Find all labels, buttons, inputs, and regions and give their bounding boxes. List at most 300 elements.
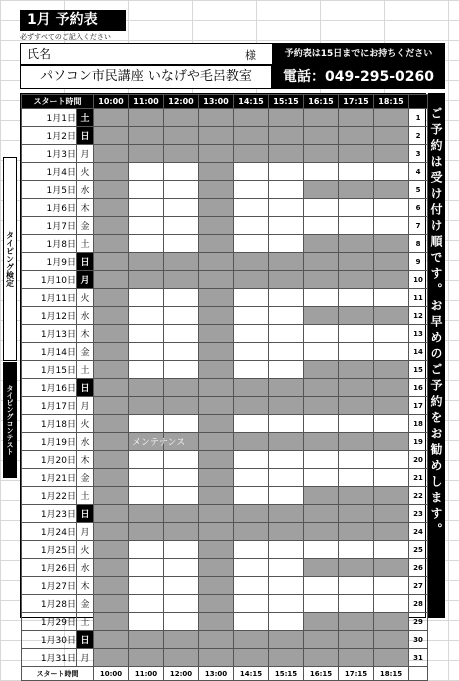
slot-open[interactable] bbox=[129, 469, 164, 487]
maintenance-label: メンテナンス bbox=[132, 438, 186, 448]
date-cell: 1月5日 bbox=[22, 181, 77, 199]
slot-open[interactable] bbox=[129, 199, 164, 217]
slot-closed bbox=[339, 253, 374, 271]
weekday-cell: 月 bbox=[77, 397, 94, 415]
slot-closed bbox=[199, 109, 234, 127]
slot-open[interactable] bbox=[164, 595, 199, 613]
slot-open[interactable] bbox=[234, 199, 269, 217]
slot-open[interactable] bbox=[234, 163, 269, 181]
slot-open[interactable] bbox=[304, 451, 339, 469]
row-number: 25 bbox=[409, 541, 428, 559]
slot-open[interactable] bbox=[164, 343, 199, 361]
date-cell: 1月13日 bbox=[22, 325, 77, 343]
slot-open[interactable] bbox=[374, 325, 409, 343]
instruction-note: 必ずすべてのご記入ください bbox=[20, 33, 111, 41]
table-row bbox=[22, 649, 428, 667]
slot-closed bbox=[339, 271, 374, 289]
table-row bbox=[22, 505, 428, 523]
time-footer: 13:00 bbox=[199, 667, 234, 681]
table-row bbox=[22, 577, 428, 595]
row-number: 26 bbox=[409, 559, 428, 577]
slot-closed bbox=[199, 415, 234, 433]
slot-closed bbox=[339, 505, 374, 523]
row-number: 5 bbox=[409, 181, 428, 199]
slot-closed bbox=[199, 397, 234, 415]
slot-open[interactable] bbox=[339, 325, 374, 343]
slot-closed bbox=[269, 397, 304, 415]
slot-closed bbox=[234, 649, 269, 667]
name-label: 氏名 bbox=[27, 47, 52, 61]
slot-open[interactable] bbox=[374, 343, 409, 361]
slot-open[interactable] bbox=[339, 217, 374, 235]
slot-closed bbox=[164, 523, 199, 541]
slot-closed bbox=[374, 109, 409, 127]
page-title: 1月 予約表 bbox=[20, 10, 126, 31]
slot-open[interactable] bbox=[269, 307, 304, 325]
date-cell: 1月26日 bbox=[22, 559, 77, 577]
slot-open[interactable] bbox=[234, 577, 269, 595]
slot-closed bbox=[199, 163, 234, 181]
slot-closed bbox=[199, 307, 234, 325]
slot-open[interactable] bbox=[234, 307, 269, 325]
weekday-cell: 日 bbox=[77, 253, 94, 271]
schedule-table-wrapper bbox=[20, 93, 426, 678]
slot-open[interactable] bbox=[269, 451, 304, 469]
row-number: 29 bbox=[409, 613, 428, 631]
slot-closed bbox=[94, 613, 129, 631]
slot-closed bbox=[374, 397, 409, 415]
table-row bbox=[22, 487, 428, 505]
table-row bbox=[22, 541, 428, 559]
slot-closed bbox=[94, 541, 129, 559]
slot-closed bbox=[339, 379, 374, 397]
slot-open[interactable] bbox=[234, 451, 269, 469]
weekday-cell: 土 bbox=[77, 613, 94, 631]
slot-open[interactable] bbox=[269, 181, 304, 199]
slot-closed bbox=[304, 109, 339, 127]
slot-closed bbox=[304, 613, 339, 631]
slot-closed bbox=[94, 379, 129, 397]
slot-closed bbox=[199, 127, 234, 145]
row-number: 21 bbox=[409, 469, 428, 487]
slot-closed bbox=[199, 505, 234, 523]
contest-label: タイピングコンテスト bbox=[3, 362, 17, 478]
table-row bbox=[22, 289, 428, 307]
slot-closed bbox=[304, 271, 339, 289]
slot-closed bbox=[269, 145, 304, 163]
weekday-cell: 水 bbox=[77, 433, 94, 451]
slot-open[interactable] bbox=[164, 469, 199, 487]
slot-open[interactable] bbox=[164, 577, 199, 595]
slot-open[interactable] bbox=[164, 289, 199, 307]
slot-open[interactable] bbox=[129, 451, 164, 469]
weekday-cell: 土 bbox=[77, 361, 94, 379]
table-row bbox=[22, 469, 428, 487]
slot-open[interactable] bbox=[374, 415, 409, 433]
row-number: 27 bbox=[409, 577, 428, 595]
slot-closed bbox=[374, 505, 409, 523]
slot-open[interactable] bbox=[234, 613, 269, 631]
slot-closed bbox=[374, 649, 409, 667]
slot-open[interactable] bbox=[339, 541, 374, 559]
slot-closed bbox=[234, 397, 269, 415]
weekday-cell: 月 bbox=[77, 523, 94, 541]
time-footer: 17:15 bbox=[339, 667, 374, 681]
slot-open[interactable] bbox=[164, 613, 199, 631]
slot-open[interactable] bbox=[339, 343, 374, 361]
slot-open[interactable] bbox=[339, 451, 374, 469]
weekday-cell: 金 bbox=[77, 595, 94, 613]
date-cell: 1月28日 bbox=[22, 595, 77, 613]
slot-open[interactable] bbox=[234, 235, 269, 253]
slot-open[interactable] bbox=[269, 415, 304, 433]
table-row bbox=[22, 271, 428, 289]
weekday-cell: 土 bbox=[77, 109, 94, 127]
slot-closed bbox=[94, 289, 129, 307]
slot-open[interactable] bbox=[234, 469, 269, 487]
slot-open[interactable] bbox=[304, 289, 339, 307]
slot-open[interactable] bbox=[129, 559, 164, 577]
slot-closed bbox=[199, 631, 234, 649]
slot-closed bbox=[94, 217, 129, 235]
table-row bbox=[22, 559, 428, 577]
slot-open[interactable] bbox=[269, 541, 304, 559]
table-row bbox=[22, 433, 428, 451]
date-cell: 1月22日 bbox=[22, 487, 77, 505]
row-number: 22 bbox=[409, 487, 428, 505]
slot-open[interactable] bbox=[129, 415, 164, 433]
slot-open[interactable] bbox=[374, 577, 409, 595]
weekday-cell: 火 bbox=[77, 289, 94, 307]
row-number-footer bbox=[409, 667, 428, 681]
promo-banner: ご予約は受け付け順です。お早めのご予約をお勧めします。 bbox=[428, 93, 445, 618]
slot-closed bbox=[164, 253, 199, 271]
time-header: 12:00 bbox=[164, 95, 199, 109]
slot-open[interactable] bbox=[304, 595, 339, 613]
table-row bbox=[22, 145, 428, 163]
slot-open[interactable] bbox=[164, 181, 199, 199]
slot-closed bbox=[304, 253, 339, 271]
slot-open[interactable] bbox=[374, 163, 409, 181]
slot-open[interactable] bbox=[129, 577, 164, 595]
slot-closed bbox=[94, 649, 129, 667]
weekday-cell: 水 bbox=[77, 181, 94, 199]
weekday-cell: 日 bbox=[77, 379, 94, 397]
slot-closed bbox=[199, 343, 234, 361]
slot-closed bbox=[94, 487, 129, 505]
slot-closed bbox=[94, 505, 129, 523]
row-number: 18 bbox=[409, 415, 428, 433]
slot-closed bbox=[269, 109, 304, 127]
date-cell: 1月12日 bbox=[22, 307, 77, 325]
slot-open[interactable] bbox=[164, 487, 199, 505]
slot-closed bbox=[374, 127, 409, 145]
slot-open[interactable] bbox=[129, 613, 164, 631]
slot-open[interactable] bbox=[304, 577, 339, 595]
slot-open[interactable] bbox=[129, 595, 164, 613]
slot-closed bbox=[199, 253, 234, 271]
slot-closed bbox=[374, 145, 409, 163]
date-cell: 1月7日 bbox=[22, 217, 77, 235]
slot-open[interactable] bbox=[339, 595, 374, 613]
slot-open[interactable] bbox=[234, 325, 269, 343]
slot-closed bbox=[94, 469, 129, 487]
time-header: 11:00 bbox=[129, 95, 164, 109]
date-cell: 1月16日 bbox=[22, 379, 77, 397]
slot-open[interactable] bbox=[339, 577, 374, 595]
slot-closed bbox=[339, 631, 374, 649]
slot-open[interactable] bbox=[164, 325, 199, 343]
slot-closed bbox=[374, 379, 409, 397]
slot-open[interactable] bbox=[234, 181, 269, 199]
slot-open[interactable] bbox=[374, 451, 409, 469]
slot-closed bbox=[129, 523, 164, 541]
slot-closed bbox=[129, 127, 164, 145]
slot-closed bbox=[129, 379, 164, 397]
slot-open[interactable] bbox=[269, 163, 304, 181]
row-number: 19 bbox=[409, 433, 428, 451]
slot-closed bbox=[374, 361, 409, 379]
slot-open[interactable] bbox=[129, 541, 164, 559]
slot-closed bbox=[374, 433, 409, 451]
slot-open[interactable] bbox=[129, 235, 164, 253]
slot-open[interactable] bbox=[234, 343, 269, 361]
slot-open[interactable] bbox=[129, 181, 164, 199]
slot-closed bbox=[199, 325, 234, 343]
slot-closed bbox=[199, 523, 234, 541]
slot-open[interactable] bbox=[269, 559, 304, 577]
slot-closed bbox=[129, 145, 164, 163]
weekday-cell: 金 bbox=[77, 217, 94, 235]
slot-open[interactable] bbox=[269, 325, 304, 343]
row-number: 13 bbox=[409, 325, 428, 343]
slot-closed bbox=[199, 487, 234, 505]
slot-open[interactable] bbox=[304, 217, 339, 235]
slot-open[interactable] bbox=[164, 415, 199, 433]
table-row bbox=[22, 415, 428, 433]
slot-closed bbox=[339, 397, 374, 415]
slot-open[interactable] bbox=[129, 289, 164, 307]
weekday-cell: 木 bbox=[77, 451, 94, 469]
slot-open[interactable] bbox=[129, 361, 164, 379]
slot-open[interactable] bbox=[304, 541, 339, 559]
slot-open[interactable] bbox=[129, 307, 164, 325]
slot-open[interactable] bbox=[304, 469, 339, 487]
slot-closed bbox=[234, 505, 269, 523]
slot-open[interactable] bbox=[304, 325, 339, 343]
slot-closed bbox=[339, 613, 374, 631]
slot-open[interactable] bbox=[374, 541, 409, 559]
weekday-cell: 木 bbox=[77, 577, 94, 595]
weekday-cell: 火 bbox=[77, 163, 94, 181]
row-number: 24 bbox=[409, 523, 428, 541]
slot-open[interactable] bbox=[339, 289, 374, 307]
row-number: 8 bbox=[409, 235, 428, 253]
slot-closed bbox=[339, 145, 374, 163]
slot-open[interactable] bbox=[269, 577, 304, 595]
slot-open[interactable] bbox=[269, 361, 304, 379]
date-cell: 1月31日 bbox=[22, 649, 77, 667]
slot-open[interactable] bbox=[234, 559, 269, 577]
course-label: タイピング検定 bbox=[3, 157, 17, 361]
slot-open[interactable] bbox=[164, 235, 199, 253]
slot-closed bbox=[374, 613, 409, 631]
slot-open[interactable] bbox=[164, 199, 199, 217]
slot-open[interactable] bbox=[339, 163, 374, 181]
row-number: 16 bbox=[409, 379, 428, 397]
slot-open[interactable] bbox=[269, 469, 304, 487]
slot-open[interactable] bbox=[164, 559, 199, 577]
slot-open[interactable] bbox=[164, 163, 199, 181]
school-name: パソコン市民講座 いなげや毛呂教室 bbox=[20, 65, 272, 89]
slot-closed bbox=[199, 577, 234, 595]
slot-open[interactable] bbox=[164, 451, 199, 469]
row-number: 1 bbox=[409, 109, 428, 127]
slot-closed bbox=[234, 109, 269, 127]
row-number: 10 bbox=[409, 271, 428, 289]
slot-closed bbox=[199, 595, 234, 613]
slot-closed bbox=[132, 433, 199, 451]
slot-closed bbox=[94, 577, 129, 595]
row-number: 2 bbox=[409, 127, 428, 145]
date-cell: 1月18日 bbox=[22, 415, 77, 433]
slot-open[interactable] bbox=[374, 289, 409, 307]
slot-open[interactable] bbox=[269, 343, 304, 361]
slot-open[interactable] bbox=[304, 199, 339, 217]
slot-open[interactable] bbox=[304, 163, 339, 181]
slot-closed bbox=[234, 433, 269, 451]
slot-closed bbox=[199, 541, 234, 559]
slot-closed bbox=[94, 163, 129, 181]
slot-open[interactable] bbox=[374, 469, 409, 487]
slot-closed bbox=[129, 631, 164, 649]
slot-open[interactable] bbox=[269, 595, 304, 613]
slot-open[interactable] bbox=[269, 613, 304, 631]
weekday-cell: 水 bbox=[77, 559, 94, 577]
slot-open[interactable] bbox=[304, 343, 339, 361]
slot-closed bbox=[199, 217, 234, 235]
slot-closed bbox=[94, 271, 129, 289]
slot-closed bbox=[129, 253, 164, 271]
schedule-table bbox=[21, 94, 428, 681]
date-cell: 1月19日 bbox=[22, 433, 77, 451]
slot-closed bbox=[304, 631, 339, 649]
slot-open[interactable] bbox=[269, 487, 304, 505]
slot-open[interactable] bbox=[269, 289, 304, 307]
date-cell: 1月21日 bbox=[22, 469, 77, 487]
slot-open[interactable] bbox=[164, 217, 199, 235]
name-field[interactable] bbox=[20, 43, 272, 65]
slot-closed bbox=[94, 631, 129, 649]
date-cell: 1月11日 bbox=[22, 289, 77, 307]
slot-open[interactable] bbox=[164, 541, 199, 559]
slot-closed bbox=[304, 397, 339, 415]
date-cell: 1月25日 bbox=[22, 541, 77, 559]
slot-open[interactable] bbox=[269, 217, 304, 235]
slot-closed bbox=[339, 307, 374, 325]
slot-open[interactable] bbox=[129, 163, 164, 181]
slot-closed bbox=[339, 433, 374, 451]
slot-closed bbox=[234, 271, 269, 289]
slot-open[interactable] bbox=[234, 487, 269, 505]
table-row bbox=[22, 343, 428, 361]
table-row bbox=[22, 451, 428, 469]
slot-open[interactable] bbox=[339, 199, 374, 217]
slot-open[interactable] bbox=[269, 199, 304, 217]
slot-closed bbox=[269, 379, 304, 397]
slot-closed bbox=[339, 109, 374, 127]
slot-open[interactable] bbox=[129, 487, 164, 505]
slot-closed bbox=[374, 253, 409, 271]
slot-closed bbox=[199, 649, 234, 667]
slot-closed bbox=[304, 181, 339, 199]
table-row bbox=[22, 127, 428, 145]
slot-closed bbox=[339, 127, 374, 145]
slot-open[interactable] bbox=[164, 307, 199, 325]
slot-open[interactable] bbox=[304, 415, 339, 433]
slot-closed bbox=[199, 145, 234, 163]
slot-closed bbox=[94, 415, 129, 433]
date-cell: 1月3日 bbox=[22, 145, 77, 163]
weekday-cell: 水 bbox=[77, 307, 94, 325]
row-number: 31 bbox=[409, 649, 428, 667]
slot-open[interactable] bbox=[129, 325, 164, 343]
slot-open[interactable] bbox=[234, 217, 269, 235]
slot-closed bbox=[304, 487, 339, 505]
slot-closed bbox=[339, 361, 374, 379]
slot-open[interactable] bbox=[234, 289, 269, 307]
slot-closed bbox=[339, 235, 374, 253]
slot-closed bbox=[94, 181, 129, 199]
slot-closed bbox=[94, 109, 129, 127]
slot-open[interactable] bbox=[339, 415, 374, 433]
slot-open[interactable] bbox=[129, 343, 164, 361]
slot-open[interactable] bbox=[164, 361, 199, 379]
slot-closed bbox=[374, 559, 409, 577]
table-row bbox=[22, 253, 428, 271]
slot-open[interactable] bbox=[129, 217, 164, 235]
date-cell: 1月2日 bbox=[22, 127, 77, 145]
slot-closed bbox=[269, 631, 304, 649]
slot-closed bbox=[94, 433, 129, 451]
date-cell: 1月9日 bbox=[22, 253, 77, 271]
slot-open[interactable] bbox=[234, 415, 269, 433]
table-row bbox=[22, 199, 428, 217]
slot-open[interactable] bbox=[269, 235, 304, 253]
weekday-cell: 金 bbox=[77, 469, 94, 487]
slot-open[interactable] bbox=[339, 469, 374, 487]
slot-open[interactable] bbox=[234, 361, 269, 379]
slot-closed bbox=[374, 487, 409, 505]
slot-closed bbox=[339, 181, 374, 199]
slot-closed bbox=[234, 631, 269, 649]
slot-closed bbox=[164, 379, 199, 397]
row-number: 11 bbox=[409, 289, 428, 307]
slot-closed bbox=[164, 127, 199, 145]
date-cell: 1月8日 bbox=[22, 235, 77, 253]
slot-closed bbox=[199, 613, 234, 631]
slot-closed bbox=[374, 235, 409, 253]
slot-closed bbox=[374, 181, 409, 199]
slot-closed bbox=[234, 523, 269, 541]
slot-open[interactable] bbox=[374, 199, 409, 217]
time-header: 16:15 bbox=[304, 95, 339, 109]
slot-open[interactable] bbox=[374, 217, 409, 235]
slot-open[interactable] bbox=[374, 595, 409, 613]
slot-open[interactable] bbox=[234, 541, 269, 559]
slot-closed bbox=[94, 127, 129, 145]
slot-open[interactable] bbox=[234, 595, 269, 613]
